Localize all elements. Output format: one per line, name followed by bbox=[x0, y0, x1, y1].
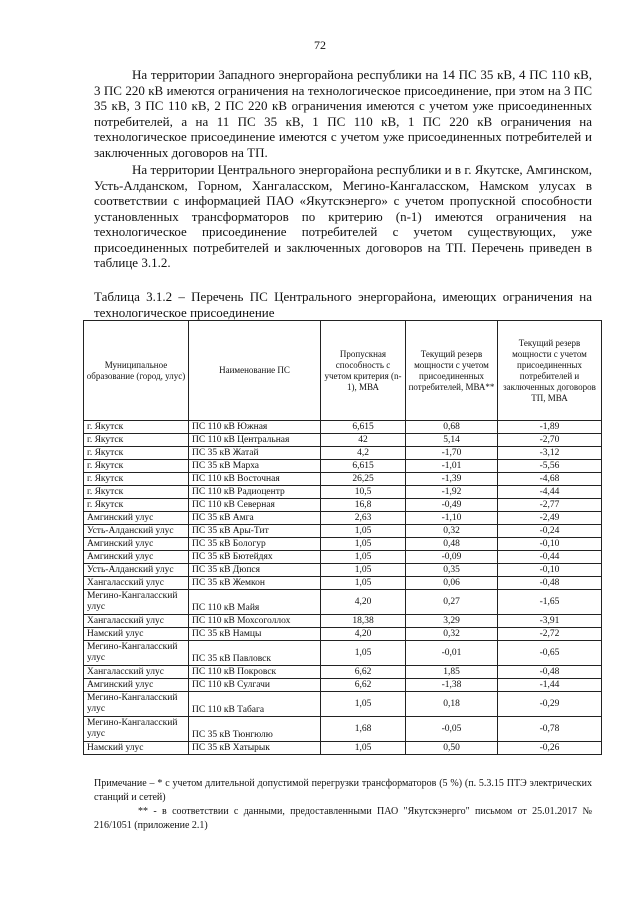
cell-substation: ПС 110 кВ Центральная bbox=[189, 434, 321, 447]
table-caption: Таблица 3.1.2 – Перечень ПС Центрального энергорайона, имеющих ограничения на технологическое присоединение bbox=[94, 289, 592, 320]
cell-reserve-contracts: -0,24 bbox=[498, 525, 602, 538]
cell-substation: ПС 35 кВ Тюнгюлю bbox=[189, 717, 321, 742]
cell-substation: ПС 110 кВ Южная bbox=[189, 421, 321, 434]
cell-substation: ПС 35 кВ Хатырык bbox=[189, 742, 321, 755]
cell-capacity: 1,05 bbox=[321, 692, 406, 717]
cell-municipality: Усть-Алданский улус bbox=[84, 525, 189, 538]
header-reserve-contracts: Текущий резерв мощности с учетом присоединенных потребителей и заключенных договоров ТП, МВА bbox=[498, 321, 602, 421]
table-row bbox=[84, 512, 602, 525]
table-notes bbox=[94, 777, 592, 833]
cell-capacity: 1,05 bbox=[321, 564, 406, 577]
cell-capacity: 4,2 bbox=[321, 447, 406, 460]
cell-substation: ПС 35 кВ Павловск bbox=[189, 641, 321, 666]
cell-reserve-connected: 1,85 bbox=[406, 666, 498, 679]
table-header-row bbox=[84, 321, 602, 421]
cell-reserve-connected: -1,01 bbox=[406, 460, 498, 473]
cell-reserve-contracts: -2,72 bbox=[498, 628, 602, 641]
table-row bbox=[84, 551, 602, 564]
cell-capacity: 16,8 bbox=[321, 499, 406, 512]
cell-municipality: Хангаласский улус bbox=[84, 615, 189, 628]
table-body bbox=[84, 421, 602, 755]
note-1: Примечание – * с учетом длительной допустимой перегрузки трансформаторов (5 %) (п. 5.3.15 ПТЭ электрических станций и сетей) bbox=[94, 778, 592, 803]
table-row bbox=[84, 615, 602, 628]
cell-capacity: 1,05 bbox=[321, 551, 406, 564]
cell-reserve-contracts: -2,77 bbox=[498, 499, 602, 512]
cell-reserve-connected: 3,29 bbox=[406, 615, 498, 628]
cell-substation: ПС 35 кВ Бологур bbox=[189, 538, 321, 551]
cell-reserve-contracts: -3,91 bbox=[498, 615, 602, 628]
cell-substation: ПС 35 кВ Бютейдях bbox=[189, 551, 321, 564]
cell-reserve-connected: 0,32 bbox=[406, 525, 498, 538]
cell-municipality: Мегино-Кангаласский улус bbox=[84, 692, 189, 717]
table-row bbox=[84, 460, 602, 473]
cell-substation: ПС 110 кВ Мохсоголлох bbox=[189, 615, 321, 628]
cell-substation: ПС 110 кВ Восточная bbox=[189, 473, 321, 486]
table-row bbox=[84, 525, 602, 538]
cell-substation: ПС 110 кВ Покровск bbox=[189, 666, 321, 679]
cell-municipality: г. Якутск bbox=[84, 447, 189, 460]
cell-reserve-connected: -1,92 bbox=[406, 486, 498, 499]
cell-reserve-contracts: -0,29 bbox=[498, 692, 602, 717]
cell-reserve-connected: -0,05 bbox=[406, 717, 498, 742]
paragraph-central-district bbox=[94, 162, 592, 271]
cell-reserve-connected: 0,32 bbox=[406, 628, 498, 641]
cell-substation: ПС 110 кВ Майя bbox=[189, 590, 321, 615]
cell-substation: ПС 35 кВ Марха bbox=[189, 460, 321, 473]
table-row bbox=[84, 447, 602, 460]
cell-reserve-connected: -0,49 bbox=[406, 499, 498, 512]
table-row bbox=[84, 628, 602, 641]
cell-capacity: 42 bbox=[321, 434, 406, 447]
table-row bbox=[84, 666, 602, 679]
cell-municipality: Хангаласский улус bbox=[84, 577, 189, 590]
cell-reserve-contracts: -0,10 bbox=[498, 538, 602, 551]
cell-capacity: 18,38 bbox=[321, 615, 406, 628]
cell-substation: ПС 110 кВ Северная bbox=[189, 499, 321, 512]
table-row bbox=[84, 692, 602, 717]
table-row bbox=[84, 717, 602, 742]
table-row bbox=[84, 742, 602, 755]
cell-reserve-connected: 0,50 bbox=[406, 742, 498, 755]
cell-reserve-connected: -1,38 bbox=[406, 679, 498, 692]
cell-reserve-contracts: -2,49 bbox=[498, 512, 602, 525]
cell-reserve-connected: -1,39 bbox=[406, 473, 498, 486]
cell-substation: ПС 35 кВ Амга bbox=[189, 512, 321, 525]
table-row bbox=[84, 473, 602, 486]
cell-municipality: г. Якутск bbox=[84, 499, 189, 512]
table-row bbox=[84, 564, 602, 577]
cell-municipality: Мегино-Кангаласский улус bbox=[84, 590, 189, 615]
cell-reserve-contracts: -0,10 bbox=[498, 564, 602, 577]
cell-reserve-connected: -1,70 bbox=[406, 447, 498, 460]
cell-reserve-connected: 0,27 bbox=[406, 590, 498, 615]
cell-municipality: г. Якутск bbox=[84, 460, 189, 473]
cell-municipality: Усть-Алданский улус bbox=[84, 564, 189, 577]
paragraph-western-district bbox=[94, 67, 592, 160]
cell-reserve-connected: 5,14 bbox=[406, 434, 498, 447]
cell-capacity: 6,62 bbox=[321, 666, 406, 679]
cell-reserve-contracts: -0,48 bbox=[498, 666, 602, 679]
table-row bbox=[84, 641, 602, 666]
cell-substation: ПС 35 кВ Ары-Тит bbox=[189, 525, 321, 538]
cell-municipality: Амгинский улус bbox=[84, 551, 189, 564]
cell-capacity: 2,63 bbox=[321, 512, 406, 525]
cell-capacity: 1,05 bbox=[321, 742, 406, 755]
header-municipality: Муниципальное образование (город, улус) bbox=[84, 321, 189, 421]
cell-capacity: 4,20 bbox=[321, 628, 406, 641]
cell-capacity: 10,5 bbox=[321, 486, 406, 499]
cell-reserve-contracts: -0,65 bbox=[498, 641, 602, 666]
cell-substation: ПС 35 кВ Намцы bbox=[189, 628, 321, 641]
cell-capacity: 6,62 bbox=[321, 679, 406, 692]
cell-reserve-contracts: -0,44 bbox=[498, 551, 602, 564]
cell-reserve-connected: 0,06 bbox=[406, 577, 498, 590]
cell-capacity: 1,05 bbox=[321, 525, 406, 538]
cell-capacity: 6,615 bbox=[321, 460, 406, 473]
table-row bbox=[84, 486, 602, 499]
cell-reserve-connected: 0,48 bbox=[406, 538, 498, 551]
cell-municipality: Хангаласский улус bbox=[84, 666, 189, 679]
note-2 bbox=[94, 805, 592, 833]
cell-reserve-contracts: -0,78 bbox=[498, 717, 602, 742]
cell-reserve-contracts: -4,44 bbox=[498, 486, 602, 499]
table-row bbox=[84, 538, 602, 551]
paragraph-text: На территории Центрального энергорайона республики и в г. Якутске, Амгинском, Усть-Алданском, Горном, Хангаласском, Мегино-Кангаласском, Намском улусах в соответствии с информацией ПАО «Якутскэнерго» с учетом пропускной способности установленных трансформаторов по критерию (n-1) имеются ограничения на технологическое присоединение потребителей с учетом существующих, уже присоединенных потребителей и заключенных договоров на ТП. Перечень приведен в таблице 3.1.2. bbox=[94, 162, 592, 270]
note-2-text: ** - в соответствии с данными, предоставленными ПАО "Якутскэнерго" письмом от 25.01.2017 № 216/1051 (приложение 2.1) bbox=[94, 806, 592, 831]
cell-reserve-contracts: -1,44 bbox=[498, 679, 602, 692]
cell-capacity: 1,05 bbox=[321, 538, 406, 551]
cell-substation: ПС 110 кВ Табага bbox=[189, 692, 321, 717]
cell-capacity: 4,20 bbox=[321, 590, 406, 615]
cell-reserve-connected: -0,01 bbox=[406, 641, 498, 666]
cell-substation: ПС 35 кВ Жемкон bbox=[189, 577, 321, 590]
cell-reserve-contracts: -5,56 bbox=[498, 460, 602, 473]
cell-municipality: г. Якутск bbox=[84, 486, 189, 499]
cell-reserve-contracts: -0,48 bbox=[498, 577, 602, 590]
cell-municipality: Намский улус bbox=[84, 742, 189, 755]
table-row bbox=[84, 679, 602, 692]
cell-municipality: Намский улус bbox=[84, 628, 189, 641]
header-reserve-connected: Текущий резерв мощности с учетом присоединенных потребителей, МВА** bbox=[406, 321, 498, 421]
cell-capacity: 6,615 bbox=[321, 421, 406, 434]
cell-reserve-connected: -1,10 bbox=[406, 512, 498, 525]
cell-capacity: 1,05 bbox=[321, 577, 406, 590]
table-row bbox=[84, 499, 602, 512]
cell-reserve-contracts: -4,68 bbox=[498, 473, 602, 486]
cell-municipality: Амгинский улус bbox=[84, 538, 189, 551]
cell-reserve-connected: 0,68 bbox=[406, 421, 498, 434]
cell-municipality: Амгинский улус bbox=[84, 679, 189, 692]
table-row bbox=[84, 590, 602, 615]
cell-reserve-contracts: -1,65 bbox=[498, 590, 602, 615]
cell-reserve-connected: 0,35 bbox=[406, 564, 498, 577]
cell-municipality: г. Якутск bbox=[84, 434, 189, 447]
cell-reserve-connected: 0,18 bbox=[406, 692, 498, 717]
cell-municipality: Амгинский улус bbox=[84, 512, 189, 525]
cell-reserve-connected: -0,09 bbox=[406, 551, 498, 564]
cell-reserve-contracts: -1,89 bbox=[498, 421, 602, 434]
cell-municipality: Мегино-Кангаласский улус bbox=[84, 717, 189, 742]
cell-substation: ПС 35 кВ Дюпся bbox=[189, 564, 321, 577]
cell-municipality: Мегино-Кангаласский улус bbox=[84, 641, 189, 666]
cell-reserve-contracts: -2,70 bbox=[498, 434, 602, 447]
cell-capacity: 1,05 bbox=[321, 641, 406, 666]
page-number: 72 bbox=[314, 38, 326, 52]
cell-reserve-contracts: -3,12 bbox=[498, 447, 602, 460]
cell-capacity: 26,25 bbox=[321, 473, 406, 486]
substations-table bbox=[83, 320, 602, 755]
table-row bbox=[84, 434, 602, 447]
cell-municipality: г. Якутск bbox=[84, 421, 189, 434]
cell-capacity: 1,68 bbox=[321, 717, 406, 742]
header-capacity: Пропускная способность с учетом критерия (n-1), МВА bbox=[321, 321, 406, 421]
cell-substation: ПС 110 кВ Радиоцентр bbox=[189, 486, 321, 499]
header-substation: Наименование ПС bbox=[189, 321, 321, 421]
cell-municipality: г. Якутск bbox=[84, 473, 189, 486]
cell-substation: ПС 35 кВ Жатай bbox=[189, 447, 321, 460]
cell-reserve-contracts: -0,26 bbox=[498, 742, 602, 755]
table-row bbox=[84, 577, 602, 590]
paragraph-text: На территории Западного энергорайона республики на 14 ПС 35 кВ, 4 ПС 110 кВ, 3 ПС 220 кВ имеются ограничения на технологическое присоединение, при этом на 3 ПС 35 кВ, 3 ПС 110 кВ, 2 ПС 220 кВ ограничения имеются с учетом уже присоединенных потребителей, а на 11 ПС 35 кВ, 1 ПС 110 кВ, 1 ПС 220 кВ ограничения на технологическое присоединение имеются с учетом уже присоединенных потребителей и заключенных договоров на ТП. bbox=[94, 67, 592, 160]
cell-substation: ПС 110 кВ Сулгачи bbox=[189, 679, 321, 692]
table-row bbox=[84, 421, 602, 434]
